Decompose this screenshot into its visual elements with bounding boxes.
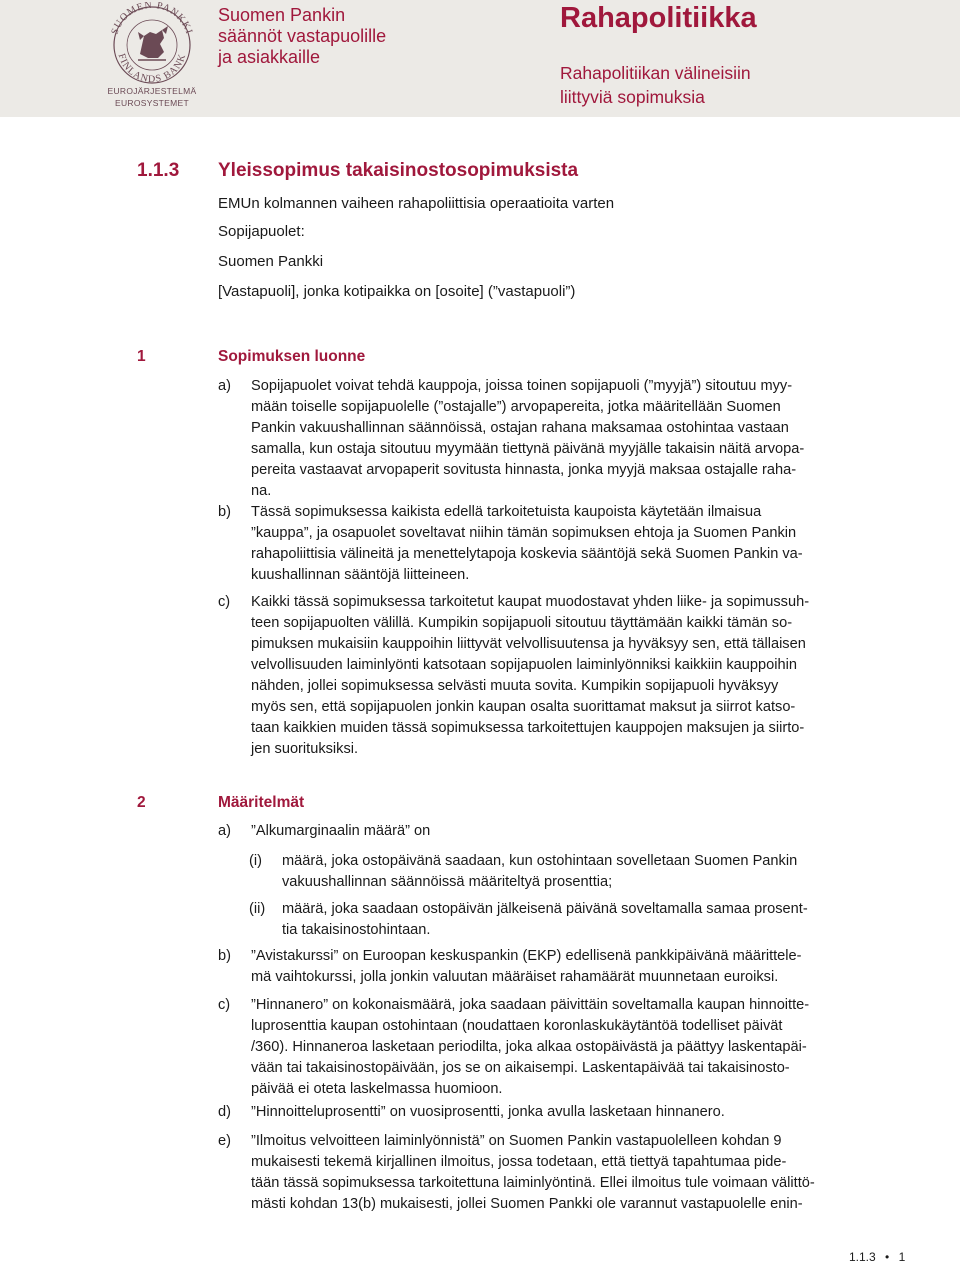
text-line: kuushallinnan sääntöjä liitteineen. (251, 567, 470, 583)
subitem-label: (i) (249, 853, 262, 869)
text-line: mään toiselle sopijapuolelle (”ostajalle”) arvopapereita, jotka määritellään Suomen (251, 399, 781, 415)
text-line: jen suorituksiksi. (251, 741, 359, 757)
text-line: ”kauppa”, ja osapuolet soveltavat niihin tämän sopimuksen ehtoja ja Suomen Pankin (251, 525, 797, 541)
item-label: a) (218, 823, 231, 839)
seal-text-top: SUOMEN PANKKI (109, 2, 195, 36)
text-line: ”Hinnoitteluprosentti” on vuosiprosentti, jonka avulla lasketaan hinnanero. (251, 1104, 725, 1120)
subitem-label: (ii) (249, 901, 266, 917)
text-line: teen sopijapuolten välillä. Kumpikin sopijapuoli sitoutuu täyttämään kaikki tämän so- (251, 615, 793, 631)
page-number: 1 (898, 1250, 906, 1264)
s1-item-b (251, 502, 865, 586)
text-line: mukaisesti tekemä kirjallinen ilmoitus, jossa todetaan, että tiettyä tapahtumaa pide- (251, 1154, 787, 1170)
text-line: nähden, jollei sopimuksessa selvästi muuta sovita. Kumpikin sopijapuoli hyväksyy (251, 678, 779, 694)
text-line: ”Hinnanero” on kokonaismäärä, joka saadaan päivittäin soveltamalla kaupan hinnoitte- (251, 997, 810, 1013)
text-line: taan kaikkien muiden tässä sopimuksessa tarkoitettujen kauppojen maksujen ja siirto- (251, 720, 805, 736)
s2-item-e (251, 1131, 865, 1215)
text-line: päivää ei oteta laskelmassa huomioon. (251, 1081, 503, 1097)
text-line: mä vaihtokurssi, jolla jonkin valuutan määräiset rahamäärät muunnetaan euroiksi. (251, 969, 779, 985)
intro-line: [Vastapuoli], jonka kotipaikka on [osoite] (”vastapuoli”) (218, 283, 576, 300)
text-line: vään tai takaisinostopäivään, jos se on aikaisempi. Laskentapäivää tai takaisinosto- (251, 1060, 790, 1076)
s2-subitem-i (282, 851, 865, 893)
s2-item-a: ”Alkumarginaalin määrä” on (251, 823, 431, 839)
text-line: tään tässä sopimuksessa tarkoitettuna laiminlyöntinä. Ellei ilmoitus tule voimaan välittö- (251, 1175, 815, 1191)
text-line: pimuksen mukaisiin kauppoihin liittyvät velvollisuutensa ja hyväksyy sen, että tällaisen (251, 636, 806, 652)
item-label: b) (218, 504, 231, 520)
intro-line: Suomen Pankki (218, 253, 324, 270)
item-label: d) (218, 1104, 231, 1120)
text-line: määrä, joka saadaan ostopäivän jälkeisenä päivänä soveltamalla samaa prosent- (282, 901, 808, 917)
text-line: Pankin vakuushallinnan säännöissä, ostajan rahana maksamaa ostohintaa vastaan (251, 420, 789, 436)
item-label: a) (218, 378, 231, 394)
text-line: velvollisuuden laiminlyönti katsotaan sopijapuolen laiminlyönniksi kaikkiin kauppoihin (251, 657, 797, 673)
text-line: Tässä sopimuksessa kaikista edellä tarkoitetuista kaupoista käytetään ilmaisua (251, 504, 762, 520)
s1-item-c (251, 592, 865, 760)
text-line: pereita vastaavat arvopaperit sovitusta hinnasta, jonka myyjä maksaa ostajalle raha- (251, 462, 797, 478)
series-line: säännöt vastapuolille (218, 26, 387, 46)
text-line: tia takaisinostohintaan. (282, 922, 431, 938)
section-number: 1.1.3 (137, 160, 180, 181)
text-line: samalla, kun ostaja sitoutuu myymään tiettynä päivänä myyjälle takaisin näitä arvopa- (251, 441, 805, 457)
series-title (218, 5, 386, 68)
subtitle-line: liittyviä sopimuksia (560, 87, 705, 107)
text-line: na. (251, 483, 272, 499)
item-label: e) (218, 1133, 231, 1149)
s1-title: Sopimuksen luonne (218, 348, 366, 365)
section-title: Yleissopimus takaisinostosopimuksista (218, 160, 579, 181)
intro-line: Sopijapuolet: (218, 223, 305, 240)
text-line: ”Ilmoitus velvoitteen laiminlyönnistä” on Suomen Pankin vastapuolelleen kohdan 9 (251, 1133, 782, 1149)
text-line: Sopijapuolet voivat tehdä kauppoja, joissa toinen sopijapuoli (”myyjä”) sitoutuu myy- (251, 378, 793, 394)
intro-line: EMUn kolmannen vaiheen rahapoliittisia operaatioita varten (218, 195, 615, 212)
text-line: luprosenttia kaupan ostohintaan (noudattaen koronlaskukäytäntöä todelliset päivät (251, 1018, 783, 1034)
text-line: Kaikki tässä sopimuksessa tarkoitetut kaupat muodostavat yhden liike- ja sopimussuh- (251, 594, 810, 610)
s2-title: Määritelmät (218, 794, 305, 811)
series-line: ja asiakkaille (218, 47, 321, 67)
bank-logo (104, 2, 200, 112)
s1-number: 1 (137, 348, 146, 365)
item-label: c) (218, 594, 231, 610)
s1-item-a (251, 376, 865, 502)
text-line: mästi kohdan 13(b) mukaisesti, jollei Suomen Pankki ole varannut vastapuolelle enin- (251, 1196, 803, 1212)
logo-line-1: EUROJÄRJESTELMÄ (107, 86, 197, 96)
text-line: määrä, joka ostopäivänä saadaan, kun ostohintaan sovelletaan Suomen Pankin (282, 853, 798, 869)
seal-text-bottom: FINLANDS BANK (115, 52, 189, 84)
bank-seal-icon (104, 2, 200, 84)
text-line: myös sen, että sopijapuolen jonkin kaupan osalta suorittamat maksut ja siirrot katso- (251, 699, 796, 715)
text-line: vakuushallinnan säännöissä määriteltyä prosenttia; (282, 874, 613, 890)
page-footer (849, 1250, 905, 1264)
subtitle-line: Rahapolitiikan välineisiin (560, 63, 751, 83)
s2-subitem-ii (282, 899, 865, 941)
s2-item-d (251, 1102, 865, 1123)
text-line: ”Avistakurssi” on Euroopan keskuspankin (EKP) edellisenä pankkipäivänä määrittele- (251, 948, 802, 964)
page-subtitle (560, 61, 751, 109)
footer-section: 1.1.3 (849, 1250, 876, 1264)
logo-line-2: EUROSYSTEMET (115, 98, 189, 108)
item-label: c) (218, 997, 231, 1013)
s2-item-c (251, 995, 865, 1100)
s2-item-b (251, 946, 865, 988)
item-label: b) (218, 948, 231, 964)
s2-number: 2 (137, 794, 146, 811)
footer-bullet: • (885, 1250, 890, 1264)
series-line: Suomen Pankin (218, 5, 346, 25)
text-line: /360). Hinnaneroa lasketaan periodilta, joka alkaa ostopäivästä ja päättyy laskentapäi- (251, 1039, 807, 1055)
svg-text:SUOMEN PANKKI (109, 2, 194, 36)
page-title: Rahapolitiikka (560, 2, 757, 34)
text-line: rahapoliittisia välineitä ja menettelytapoja koskevia sääntöjä sekä Suomen Pankin va- (251, 546, 803, 562)
